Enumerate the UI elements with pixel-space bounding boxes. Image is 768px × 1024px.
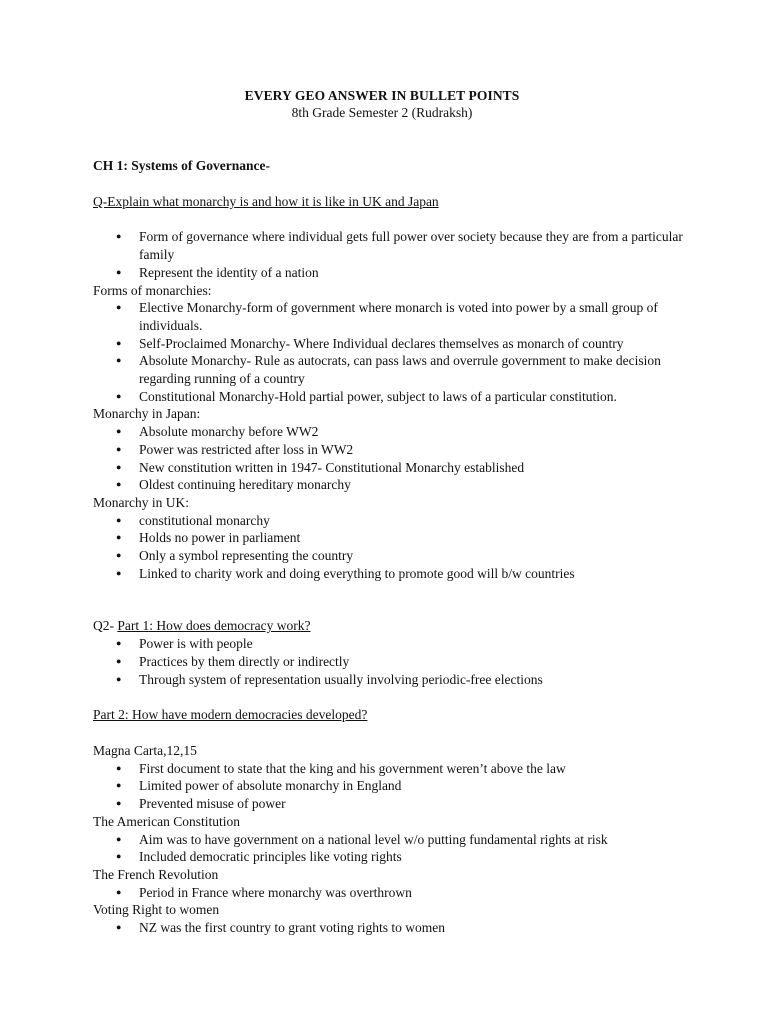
list-item: ● Included democratic principles like voting rights — [116, 849, 402, 865]
document-title: EVERY GEO ANSWER IN BULLET POINTS — [244, 88, 520, 103]
list-item: ● New constitution written in 1947- Constitutional Monarchy established — [116, 459, 525, 475]
list-item: ● Represent the identity of a nation — [116, 264, 319, 280]
bullet-icon: ● — [116, 426, 122, 437]
voting-rights-women-list — [93, 919, 683, 937]
bullet-icon: ● — [116, 673, 122, 684]
democracy-work-list — [93, 635, 683, 688]
bullet-icon: ● — [116, 461, 122, 472]
french-revolution-list — [93, 884, 683, 902]
question-2-part-1: Q2- Part 1: How does democracy work? — [93, 618, 311, 634]
bullet-icon: ● — [116, 798, 122, 809]
forms-of-monarchies-label: Forms of monarchies: — [93, 282, 212, 298]
american-constitution-list — [93, 831, 683, 866]
bullet-icon: ● — [116, 567, 122, 578]
list-item: ● Form of governance where individual gets full power over society because they are from a particular family — [116, 229, 683, 263]
bullet-icon: ● — [116, 514, 122, 525]
bullet-icon: ● — [116, 886, 122, 897]
magna-carta-list — [93, 760, 683, 813]
bullet-icon: ● — [116, 479, 122, 490]
bullet-icon: ● — [116, 780, 122, 791]
list-item: ● Linked to charity work and doing everything to promote good will b/w countries — [116, 565, 575, 581]
bullet-icon: ● — [116, 231, 122, 242]
bullet-icon: ● — [116, 355, 122, 366]
list-item: ● First document to state that the king and his government weren’t above the law — [116, 760, 566, 776]
monarchy-japan-list — [93, 423, 683, 494]
list-item: ● Absolute monarchy before WW2 — [116, 424, 319, 440]
french-revolution-label: The French Revolution — [93, 866, 219, 882]
monarchy-uk-list — [93, 512, 683, 583]
document-body — [93, 157, 683, 937]
bullet-icon: ● — [116, 833, 122, 844]
list-item: ● constitutional monarchy — [116, 512, 270, 528]
list-item: ● Power was restricted after loss in WW2 — [116, 441, 354, 457]
list-item: ● Constitutional Monarchy-Hold partial power, subject to laws of a particular constitution. — [116, 388, 617, 404]
bullet-icon: ● — [116, 443, 122, 454]
monarchy-definition-list — [93, 228, 683, 281]
list-item: ● Limited power of absolute monarchy in England — [116, 778, 402, 794]
list-item: ● Holds no power in parliament — [116, 530, 301, 546]
list-item: ● Period in France where monarchy was overthrown — [116, 884, 412, 900]
list-item: ● Power is with people — [116, 636, 253, 652]
voting-rights-women-label: Voting Right to women — [93, 902, 220, 918]
bullet-icon: ● — [116, 337, 122, 348]
list-item: ● Absolute Monarchy- Rule as autocrats, can pass laws and overrule government to make decision regarding running of a country — [116, 353, 661, 387]
list-item: ● NZ was the first country to grant voting rights to women — [116, 920, 445, 936]
chapter-heading: CH 1: Systems of Governance- — [93, 158, 270, 173]
magna-carta-label: Magna Carta,12,15 — [93, 742, 197, 758]
bullet-icon: ● — [116, 851, 122, 862]
bullet-icon: ● — [116, 762, 122, 773]
document-subtitle: 8th Grade Semester 2 (Rudraksh) — [291, 105, 473, 120]
list-item: ● Elective Monarchy-form of government where monarch is voted into power by a small group of individuals. — [116, 300, 658, 333]
bullet-icon: ● — [116, 302, 122, 313]
list-item: ● Through system of representation usually involving periodic-free elections — [116, 671, 543, 687]
bullet-icon: ● — [116, 390, 122, 401]
bullet-icon: ● — [116, 922, 122, 933]
question-2-part-2: Part 2: How have modern democracies developed? — [93, 707, 368, 723]
list-item: ● Only a symbol representing the country — [116, 548, 354, 564]
list-item: ● Oldest continuing hereditary monarchy — [116, 477, 351, 493]
forms-of-monarchies-list — [93, 299, 683, 405]
american-constitution-label: The American Constitution — [93, 813, 240, 829]
list-item: ● Practices by them directly or indirectly — [116, 653, 350, 669]
list-item: ● Aim was to have government on a national level w/o putting fundamental rights at risk — [116, 831, 608, 847]
list-item: ● Prevented misuse of power — [116, 796, 286, 812]
bullet-icon: ● — [116, 550, 122, 561]
monarchy-uk-label: Monarchy in UK: — [93, 494, 189, 510]
bullet-icon: ● — [116, 638, 122, 649]
list-item: ● Self-Proclaimed Monarchy- Where Individual declares themselves as monarch of country — [116, 335, 624, 351]
question-1: Q-Explain what monarchy is and how it is like in UK and Japan — [93, 193, 439, 209]
bullet-icon: ● — [116, 655, 122, 666]
bullet-icon: ● — [116, 266, 122, 277]
monarchy-japan-label: Monarchy in Japan: — [93, 406, 201, 422]
bullet-icon: ● — [116, 532, 122, 543]
